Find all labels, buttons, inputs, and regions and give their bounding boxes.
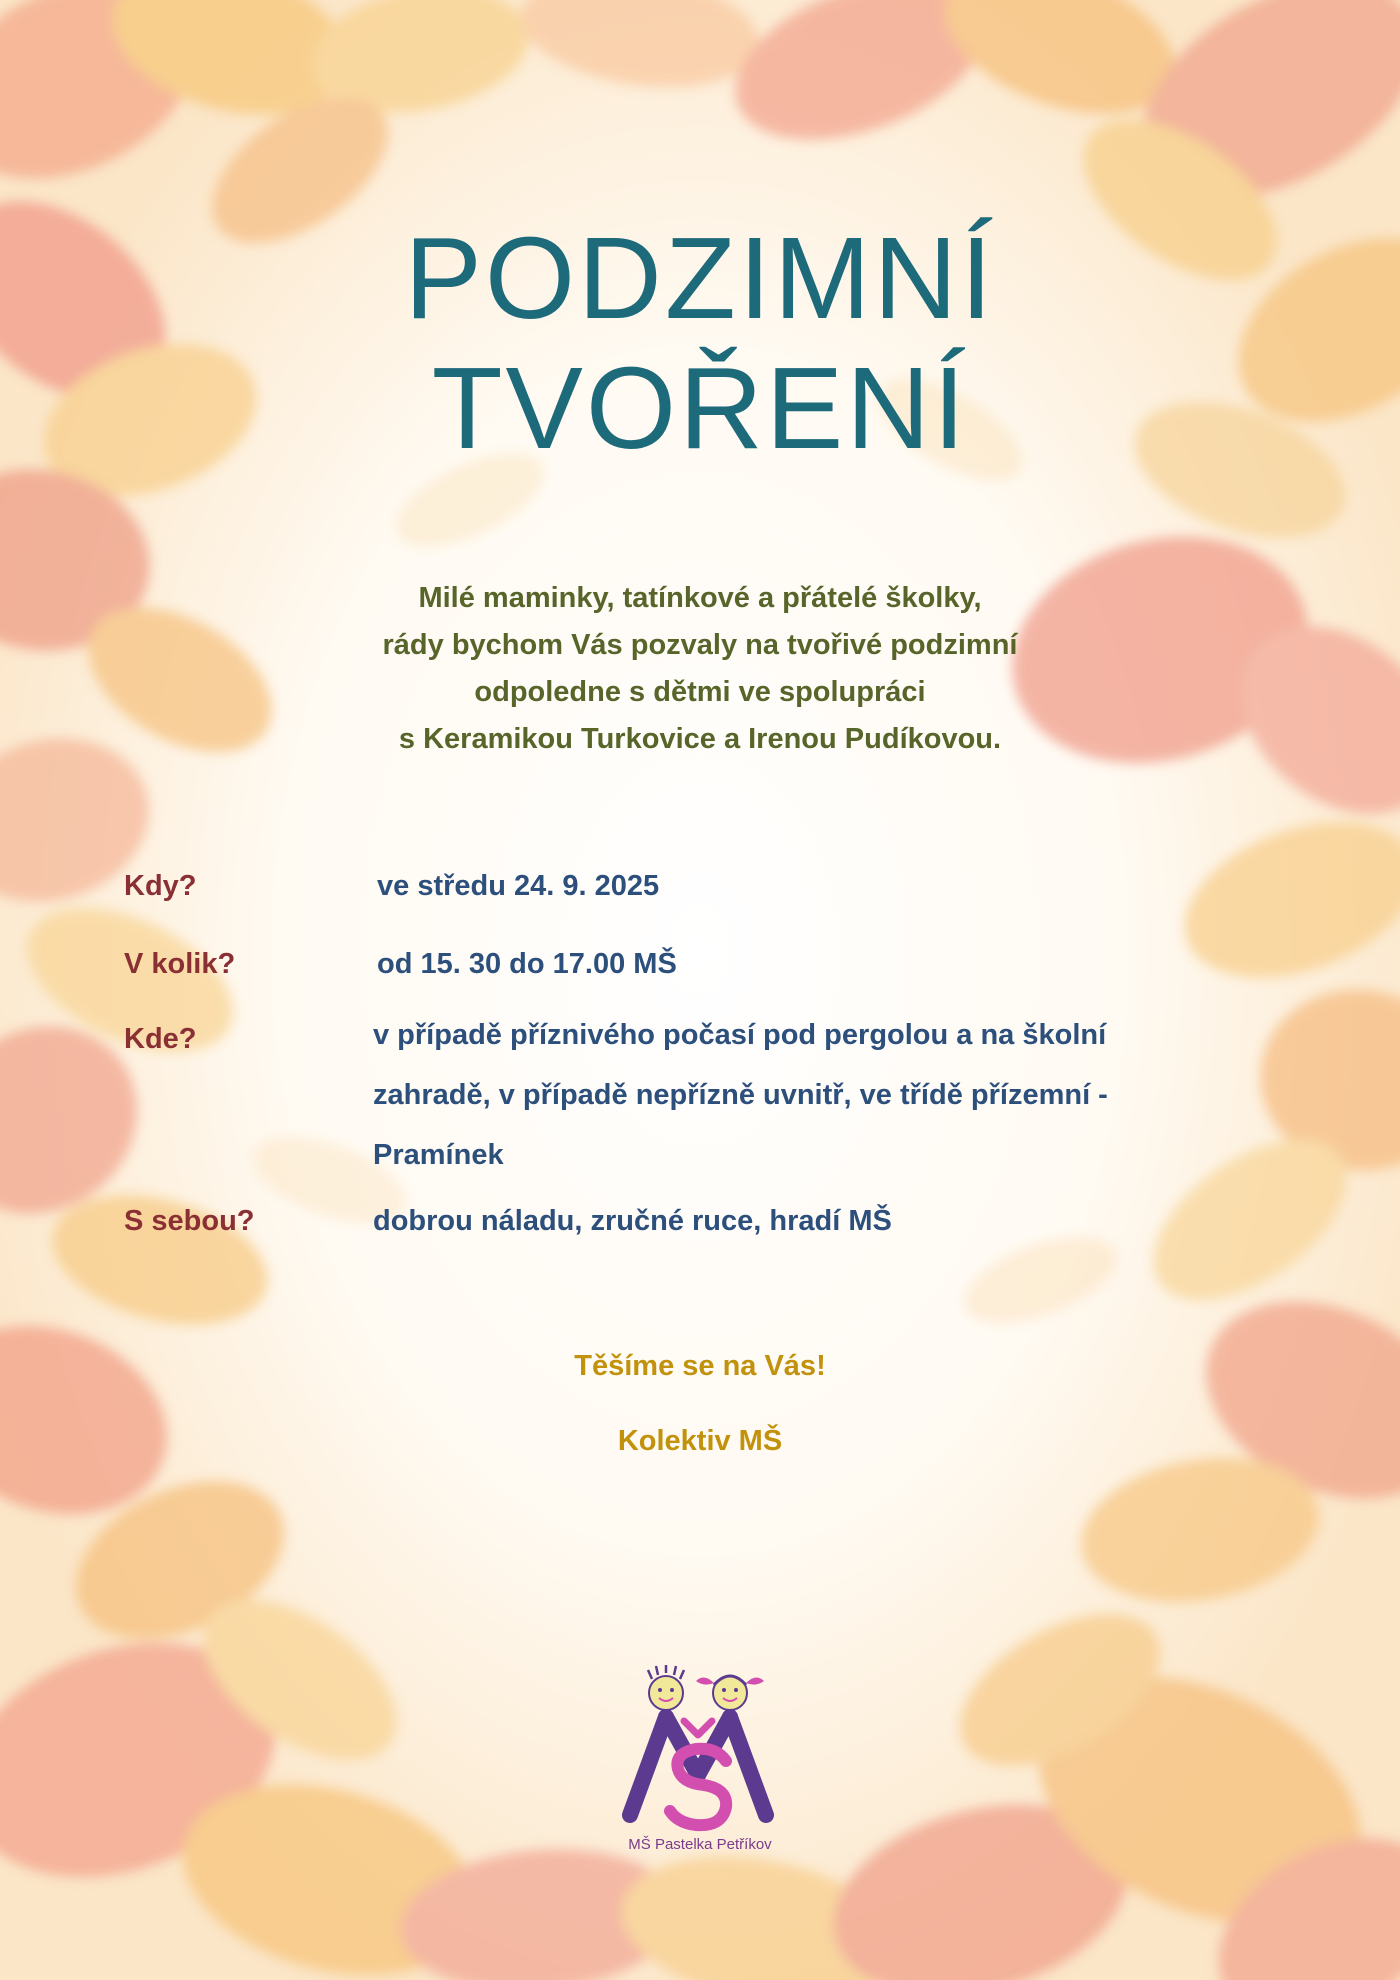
logo-caption: MŠ Pastelka Petříkov [628,1836,772,1853]
where-value [373,1015,1273,1195]
when-value: ve středu 24. 9. 2025 [377,870,660,902]
bring-value: dobrou náladu, zručné ruce, hradí MŠ [373,1205,892,1237]
where-label: Kde? [124,1023,197,1055]
title-line-2: TVOŘENÍ [431,343,969,473]
intro-line: rády bychom Vás pozvaly na tvořivé podzimní [382,629,1018,661]
closing-signature: Kolektiv MŠ [617,1425,783,1457]
where-value-line: Pramínek [373,1139,504,1171]
intro-line: s Keramikou Turkovice a Irenou Pudíkovou. [398,723,1002,755]
title-line-1: PODZIMNÍ [404,213,996,343]
intro-paragraph [250,575,1150,763]
time-label: V kolik? [124,948,236,980]
closing-greeting: Těšíme se na Vás! [574,1350,826,1382]
when-label: Kdy? [124,870,197,902]
intro-line: odpoledne s dětmi ve spolupráci [474,676,926,708]
intro-line: Milé maminky, tatínkové a přátelé školky, [418,582,982,614]
where-value-line: zahradě, v případě nepřízně uvnitř, ve třídě přízemní - [373,1079,1108,1111]
bring-label: S sebou? [124,1205,255,1237]
time-value: od 15. 30 do 17.00 MŠ [377,948,677,980]
where-value-line: v případě příznivého počasí pod pergolou a na školní [373,1019,1107,1051]
ms-pastelka-logo-icon [600,1665,800,1865]
